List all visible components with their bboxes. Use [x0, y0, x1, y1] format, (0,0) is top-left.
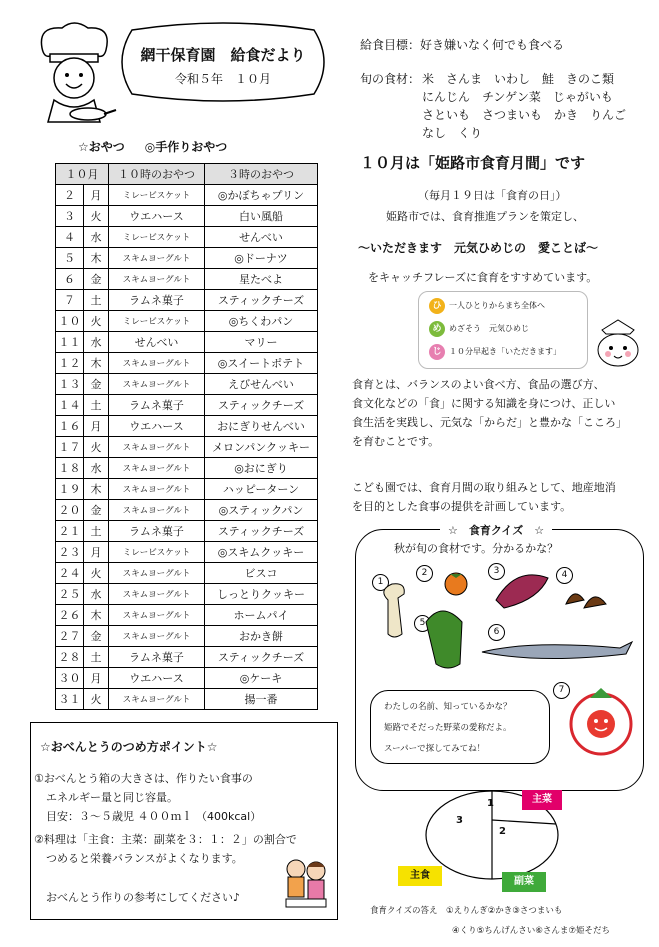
row-date: １３ [56, 374, 84, 395]
table-row [56, 248, 318, 269]
row-afternoon-snack: スティックチーズ [205, 290, 318, 311]
row-weekday: 月 [84, 416, 109, 437]
row-date: ２８ [56, 647, 84, 668]
row-afternoon-snack: ◎ちくわパン [205, 311, 318, 332]
chef-illustration [28, 18, 118, 128]
row-date: １１ [56, 332, 84, 353]
row-date: ５ [56, 248, 84, 269]
row-afternoon-snack: ◎おにぎり [205, 458, 318, 479]
row-weekday: 木 [84, 605, 109, 626]
bento-title: ☆おべんとうのつめ方ポイント☆ [40, 740, 218, 754]
row-afternoon-snack: 星たべよ [205, 269, 318, 290]
row-date: ２４ [56, 563, 84, 584]
row-weekday: 土 [84, 395, 109, 416]
row-date: １２ [56, 353, 84, 374]
pie-label-1: 1 [487, 798, 494, 809]
row-date: ４ [56, 227, 84, 248]
row-afternoon-snack: えびせんべい [205, 374, 318, 395]
row-morning-snack: スキムヨーグルト [109, 500, 205, 521]
children-illustration [282, 855, 330, 911]
snack-legend [78, 138, 247, 155]
row-morning-snack: スキムヨーグルト [109, 689, 205, 710]
row-weekday: 火 [84, 689, 109, 710]
title-box [112, 20, 334, 104]
bento-guideline: 目安：３～５歳児 ４００ｍｌ （400kcal） [46, 810, 262, 823]
row-date: ６ [56, 269, 84, 290]
row-afternoon-snack: ◎スキムクッキー [205, 542, 318, 563]
row-date: ２６ [56, 605, 84, 626]
table-row [56, 521, 318, 542]
catchphrase: ～いただきます 元気ひめじの 愛ことば～ [358, 241, 599, 255]
row-morning-snack: スキムヨーグルト [109, 479, 205, 500]
row-date: １８ [56, 458, 84, 479]
lunch-goal: 給食目標：好き嫌いなく何でも食べる [360, 38, 565, 52]
shokuiku-definition: 食育とは、バランスのよい食べ方、食品の選び方、 食文化などの「食」に関する知識を身につけ、正しい 食生活を実践し、元気な「からだ」と豊かな「こころ」 を育むことです。 [352, 378, 627, 448]
table-row [56, 479, 318, 500]
row-weekday: 火 [84, 206, 109, 227]
row-afternoon-snack: ◎ケーキ [205, 668, 318, 689]
row-afternoon-snack: スティックチーズ [205, 647, 318, 668]
row-morning-snack: ミレービスケット [109, 542, 205, 563]
quiz-number-6: 6 [488, 624, 505, 641]
row-weekday: 木 [84, 479, 109, 500]
table-row [56, 332, 318, 353]
catchphrase-note: をキャッチフレーズに食育をすすめています。 [368, 271, 598, 284]
table-row [56, 311, 318, 332]
row-date: ２５ [56, 584, 84, 605]
row-morning-snack: スキムヨーグルト [109, 605, 205, 626]
row-weekday: 土 [84, 647, 109, 668]
row-afternoon-snack: ホームパイ [205, 605, 318, 626]
table-row [56, 374, 318, 395]
row-afternoon-snack: マリー [205, 332, 318, 353]
plan-note: 姫路市では、食育推進プランを策定し、 [386, 210, 584, 223]
bubble-line-3: スーパーで探してみてね！ [384, 744, 486, 754]
quiz-answer-2: ④くり⑤ちんげんさい⑥さんま⑦姫そだち [452, 926, 610, 936]
row-weekday: 水 [84, 458, 109, 479]
row-weekday: 月 [84, 185, 109, 206]
row-morning-snack: スキムヨーグルト [109, 626, 205, 647]
row-morning-snack: ミレービスケット [109, 227, 205, 248]
himeji-motto-card [418, 291, 588, 369]
legend-snack: ☆おやつ [78, 140, 125, 154]
row-weekday: 水 [84, 332, 109, 353]
row-morning-snack: スキムヨーグルト [109, 374, 205, 395]
table-row [56, 416, 318, 437]
row-weekday: 金 [84, 374, 109, 395]
bubble-line-1: わたしの名前、知っているかな？ [384, 702, 512, 712]
row-afternoon-snack: しっとりクッキー [205, 584, 318, 605]
table-row [56, 290, 318, 311]
food-day-note: （毎月１９日は「食育の日」） [418, 189, 567, 202]
table-row [56, 353, 318, 374]
row-morning-snack: スキムヨーグルト [109, 458, 205, 479]
row-weekday: 土 [84, 290, 109, 311]
row-date: ２１ [56, 521, 84, 542]
row-date: １６ [56, 416, 84, 437]
row-date: ３１ [56, 689, 84, 710]
row-weekday: 金 [84, 626, 109, 647]
local-food-plan: こども園では、食育月間の取り組みとして、地産地消 を目的とした食事の提供を計画しています。 [352, 481, 616, 513]
row-weekday: 月 [84, 542, 109, 563]
side-dish-tag: 副菜 [502, 872, 546, 892]
table-row [56, 584, 318, 605]
row-date: １０ [56, 311, 84, 332]
newsletter-date: 令和５年 １０月 [174, 72, 271, 86]
row-afternoon-snack: 白い風船 [205, 206, 318, 227]
row-morning-snack: スキムヨーグルト [109, 269, 205, 290]
row-afternoon-snack: スティックチーズ [205, 395, 318, 416]
quiz-number-4: 4 [556, 567, 573, 584]
legend-homemade: ◎手作りおやつ [144, 140, 228, 154]
seasonal-foods: 米 さんま いわし 鮭 きのこ類 にんじん チンゲン菜 じゃがいも さといも さつまいも かき りんご なし くり [422, 72, 627, 140]
row-morning-snack: スキムヨーグルト [109, 353, 205, 374]
row-date: １９ [56, 479, 84, 500]
table-row [56, 647, 318, 668]
row-weekday: 金 [84, 500, 109, 521]
table-row [56, 626, 318, 647]
row-morning-snack: ミレービスケット [109, 185, 205, 206]
table-row [56, 668, 318, 689]
table-row [56, 269, 318, 290]
seasonal-label: 旬の食材： [360, 72, 421, 86]
row-afternoon-snack: ◎ドーナツ [205, 248, 318, 269]
bubble-line-2: 姫路でそだった野菜の愛称だよ。 [384, 723, 512, 733]
row-morning-snack: ラムネ菓子 [109, 395, 205, 416]
row-weekday: 水 [84, 584, 109, 605]
row-date: ３ [56, 206, 84, 227]
table-row [56, 689, 318, 710]
october-heading: １０月は「姫路市食育月間」です [360, 154, 586, 172]
table-header: １０月 １０時のおやつ ３時のおやつ [56, 164, 318, 185]
row-afternoon-snack: ハッピーターン [205, 479, 318, 500]
table-row [56, 563, 318, 584]
newsletter-title: 網干保育園 給食だより [140, 46, 306, 64]
bento-tip-1b: エネルギー量と同じ容量。 [46, 791, 178, 804]
row-morning-snack: スキムヨーグルト [109, 584, 205, 605]
quiz-number-5: 5 [414, 615, 431, 632]
main-dish-tag: 主菜 [522, 790, 562, 810]
row-weekday: 水 [84, 227, 109, 248]
row-afternoon-snack: おかき餅 [205, 626, 318, 647]
row-weekday: 火 [84, 437, 109, 458]
table-row [56, 458, 318, 479]
row-morning-snack: ウエハース [109, 206, 205, 227]
row-afternoon-snack: メロンパンクッキー [205, 437, 318, 458]
quiz-subtitle: 秋が旬の食材です。分かるかな？ [394, 542, 559, 555]
table-row [56, 227, 318, 248]
row-afternoon-snack: 揚一番 [205, 689, 318, 710]
row-afternoon-snack: ◎かぼちゃプリン [205, 185, 318, 206]
snack-table [55, 163, 318, 710]
row-afternoon-snack: せんべい [205, 227, 318, 248]
row-morning-snack: ラムネ菓子 [109, 290, 205, 311]
bento-tip-1: ①おべんとう箱の大きさは、作りたい食事の [34, 772, 253, 785]
table-row [56, 542, 318, 563]
himeji-sodachi-logo [566, 686, 636, 758]
row-morning-snack: スキムヨーグルト [109, 248, 205, 269]
pie-label-3: 3 [456, 815, 463, 826]
row-afternoon-snack: スティックチーズ [205, 521, 318, 542]
quiz-foods-illustration [370, 560, 640, 680]
row-date: ２０ [56, 500, 84, 521]
row-weekday: 土 [84, 521, 109, 542]
row-date: ２７ [56, 626, 84, 647]
table-row [56, 437, 318, 458]
motto-row-3: じ １０分早起き「いただきます」 [429, 344, 561, 360]
quiz-number-3: 3 [488, 563, 505, 580]
bento-tip-2b: つめると栄養バランスがよくなります。 [46, 852, 243, 865]
pie-label-2: 2 [499, 826, 506, 837]
row-morning-snack: スキムヨーグルト [109, 563, 205, 584]
motto-row-2: め めざそう 元気ひめじ [429, 321, 529, 337]
row-morning-snack: ミレービスケット [109, 311, 205, 332]
row-afternoon-snack: ◎スイートポテト [205, 353, 318, 374]
row-morning-snack: スキムヨーグルト [109, 437, 205, 458]
staple-tag: 主食 [398, 866, 442, 886]
row-afternoon-snack: おにぎりせんべい [205, 416, 318, 437]
table-row [56, 395, 318, 416]
row-date: ２ [56, 185, 84, 206]
row-morning-snack: せんべい [109, 332, 205, 353]
row-date: １４ [56, 395, 84, 416]
table-row [56, 500, 318, 521]
quiz-number-2: 2 [416, 565, 433, 582]
row-weekday: 木 [84, 248, 109, 269]
quiz-number-1: 1 [372, 574, 389, 591]
bento-closing: おべんとう作りの参考にしてください♪ [46, 891, 241, 904]
row-weekday: 木 [84, 353, 109, 374]
row-weekday: 金 [84, 269, 109, 290]
row-morning-snack: ウエハース [109, 668, 205, 689]
bento-tip-2: ②料理は「主食：主菜：副菜を３：１：２」の割合で [34, 833, 297, 846]
table-row [56, 605, 318, 626]
row-weekday: 月 [84, 668, 109, 689]
row-date: ２３ [56, 542, 84, 563]
quiz-title: ☆ 食育クイズ ☆ [440, 522, 552, 538]
quiz-number-7: 7 [553, 682, 570, 699]
row-date: １７ [56, 437, 84, 458]
row-date: ７ [56, 290, 84, 311]
row-morning-snack: ウエハース [109, 416, 205, 437]
mascot-illustration [590, 318, 646, 370]
row-afternoon-snack: ◎スティックパン [205, 500, 318, 521]
motto-row-1: ひ 一人ひとりからまち全体へ [429, 298, 545, 314]
row-date: ３０ [56, 668, 84, 689]
row-weekday: 火 [84, 563, 109, 584]
quiz-answer-1: 食育クイズの答え ①えりんぎ②かき③さつまいも [370, 906, 563, 916]
row-afternoon-snack: ビスコ [205, 563, 318, 584]
table-row [56, 185, 318, 206]
row-morning-snack: ラムネ菓子 [109, 647, 205, 668]
row-morning-snack: ラムネ菓子 [109, 521, 205, 542]
table-row [56, 206, 318, 227]
row-weekday: 火 [84, 311, 109, 332]
